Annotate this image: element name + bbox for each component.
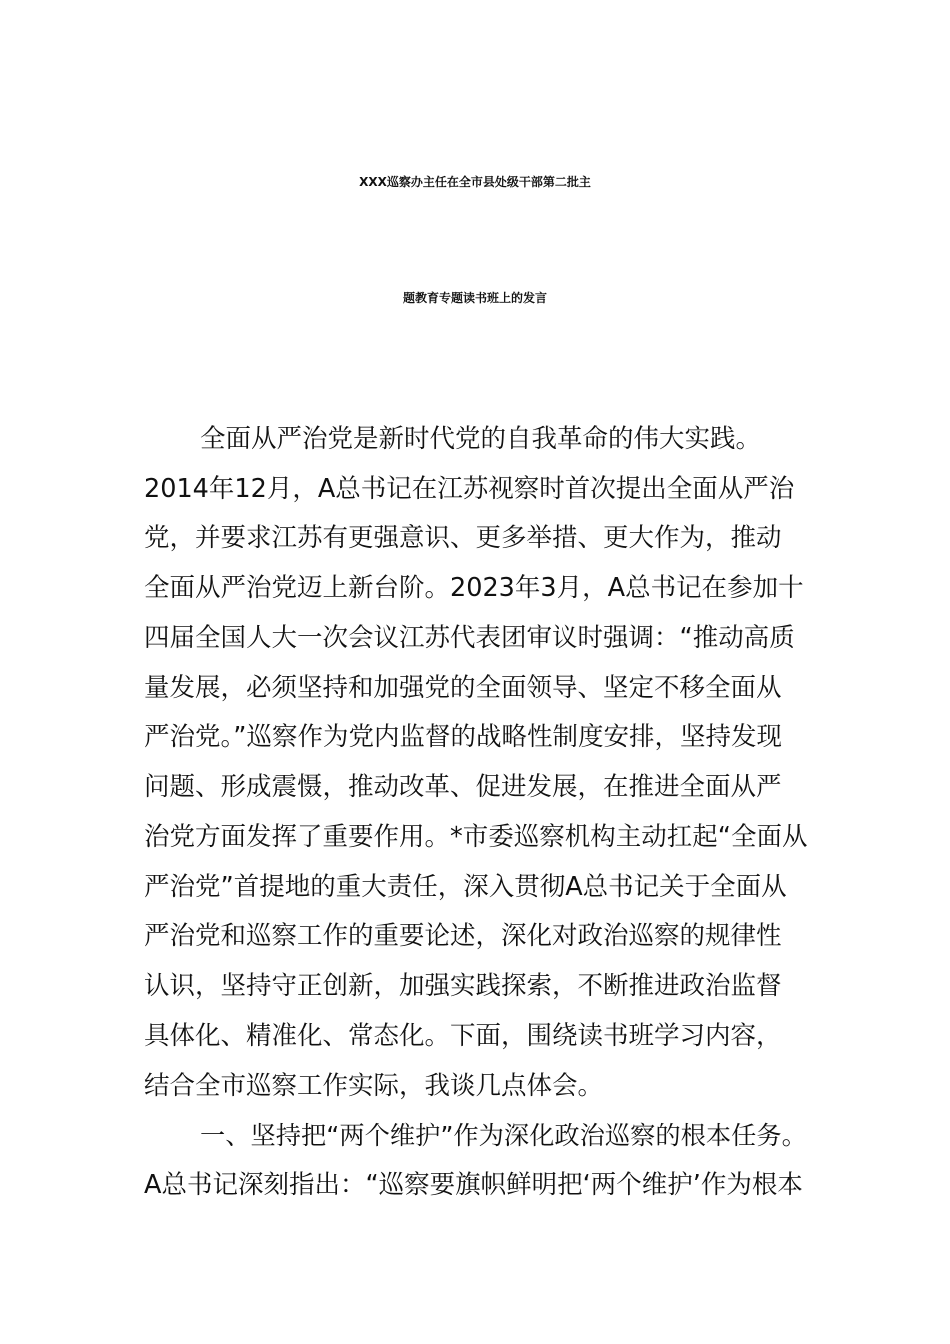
paragraph-line: 党，并要求江苏有更强意识、更多举措、更大作为，推动	[144, 523, 782, 553]
paragraph-line: 严治党。”巡察作为党内监督的战略性制度安排，坚持发现	[144, 722, 782, 752]
section-heading-line: 一、坚持把“两个维护”作为深化政治巡察的根本任务。	[200, 1121, 807, 1150]
paragraph-line: 治党方面发挥了重要作用。*市委巡察机构主动扛起“全面从	[144, 822, 808, 852]
document-title-line-2: 题教育专题读书班上的发言	[402, 291, 547, 305]
document-title-line-1: XXX巡察办主任在全市县处级干部第二批主	[359, 175, 591, 189]
paragraph-line: 全面从严治党是新时代党的自我革命的伟大实践。	[200, 424, 762, 454]
paragraph-line: 四届全国人大一次会议江苏代表团审议时强调：“推动高质	[144, 623, 795, 653]
paragraph-line: 量发展，必须坚持和加强党的全面领导、坚定不移全面从	[144, 673, 782, 703]
paragraph-line: 2014年12月，A总书记在江苏视察时首次提出全面从严治	[144, 474, 795, 504]
paragraph-line: 全面从严治党迈上新台阶。2023年3月，A总书记在参加十	[144, 573, 804, 603]
paragraph-line: 严治党和巡察工作的重要论述，深化对政治巡察的规律性	[144, 921, 782, 951]
paragraph-line: 问题、形成震慑，推动改革、促进发展，在推进全面从严	[144, 772, 782, 802]
paragraph-line: 认识，坚持守正创新，加强实践探索，不断推进政治监督	[144, 971, 782, 1001]
paragraph-line: 具体化、精准化、常态化。下面，围绕读书班学习内容，	[144, 1021, 782, 1051]
paragraph-line: A总书记深刻指出：“巡察要旗帜鲜明把‘两个维护’作为根本	[144, 1170, 803, 1200]
paragraph-line: 严治党”首提地的重大责任，深入贯彻A总书记关于全面从	[144, 872, 787, 902]
paragraph-line: 结合全市巡察工作实际，我谈几点体会。	[144, 1071, 604, 1101]
